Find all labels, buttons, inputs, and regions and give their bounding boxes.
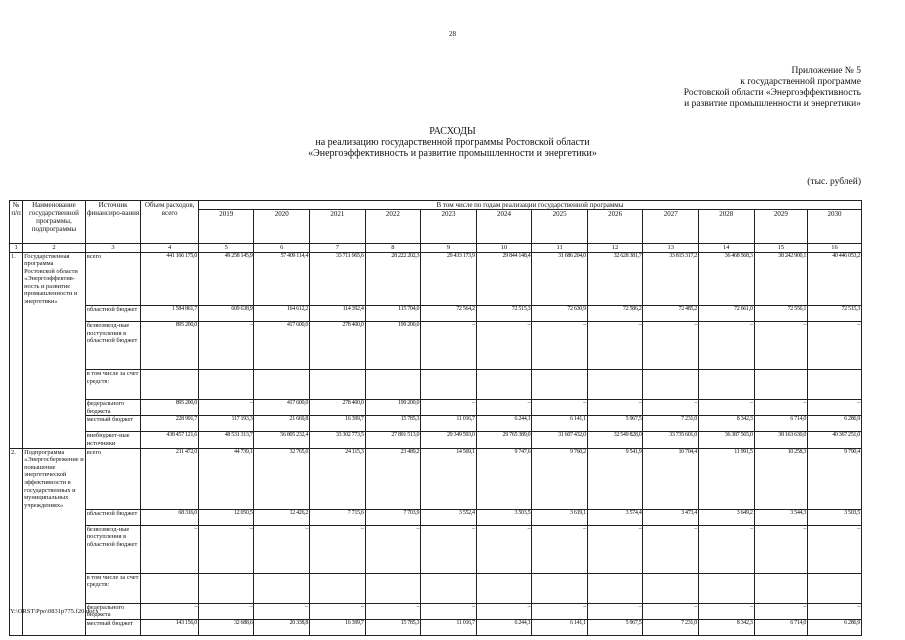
year-value: 3 473,4 [643, 509, 699, 525]
column-number: 11 [532, 244, 588, 253]
year-value: 72 556,1 [754, 306, 808, 322]
year-value: – [698, 603, 754, 619]
year-value [587, 370, 643, 400]
year-value: 6 244,1 [476, 619, 532, 635]
appendix-line: Приложение № 5 [791, 66, 861, 76]
column-number: 14 [698, 244, 754, 253]
year-value: 6 286,9 [808, 416, 862, 432]
year-value: 36 387 565,0 [698, 432, 754, 448]
funding-source: местный бюджет [85, 416, 141, 432]
year-value: 114 392,4 [310, 306, 366, 322]
year-value: 15 785,3 [365, 619, 421, 635]
year-value: – [254, 525, 310, 573]
year-value: 115 704,0 [365, 306, 421, 322]
year-value [310, 370, 366, 400]
year-value: – [643, 322, 699, 370]
year-value: 31 607 432,0 [532, 432, 588, 448]
year-value: 9 760,2 [532, 448, 588, 509]
total-value: 895 200,0 [141, 400, 199, 416]
title-line: РАСХОДЫ [429, 126, 476, 137]
table-row [10, 252, 862, 306]
year-value: 24 115,3 [310, 448, 366, 509]
year-value: 20 338,8 [254, 619, 310, 635]
year-value: 56 805 232,4 [254, 432, 310, 448]
year-value [476, 370, 532, 400]
year-value: 3 574,4 [587, 509, 643, 525]
year-value [421, 573, 477, 603]
row-number: 1. [10, 252, 23, 306]
header-year: 2029 [754, 210, 808, 244]
total-value: – [141, 525, 199, 573]
year-value: 7 703,9 [365, 509, 421, 525]
year-value: 3 503,5 [476, 509, 532, 525]
column-number: 13 [643, 244, 699, 253]
year-value: 14 569,1 [421, 448, 477, 509]
program-name-cont [23, 416, 86, 432]
funding-source: безвозмезд-ные поступления в областной бюджет [85, 322, 141, 370]
row-number-cont [10, 573, 23, 603]
program-name-cont [23, 619, 86, 635]
program-name: Подпрограмма «Энергосбережение и повышение энергетической эффективности в государственных и муниципальных учреждениях» [24, 448, 84, 509]
year-value: 417 600,0 [254, 400, 310, 416]
total-value: 228 991,7 [141, 416, 199, 432]
year-value: 199 200,0 [365, 400, 421, 416]
program-name: Государственная программа Ростовской области «Энергоэффектив-ность и развитие промышленности и энергетики» [23, 252, 86, 306]
row-number-cont [10, 322, 23, 370]
total-value: 143 156,0 [141, 619, 199, 635]
year-value: 40 367 251,0 [808, 432, 862, 448]
year-value [421, 370, 477, 400]
row-number-cont [10, 619, 23, 635]
table-row [10, 432, 862, 448]
year-value: 48 531 313,7 [198, 432, 254, 448]
program-name-cont [23, 400, 86, 416]
year-value: 7 231,0 [643, 619, 699, 635]
table-row [10, 306, 862, 322]
page-number: 28 [449, 30, 456, 38]
year-value: 29 433 173,9 [421, 252, 477, 306]
year-value: 72 515,3 [808, 306, 862, 322]
year-value [643, 370, 699, 400]
year-value: 9 747,6 [476, 448, 532, 509]
year-value: 40 446 053,2 [808, 252, 862, 306]
year-value: 11 016,7 [421, 416, 477, 432]
year-value: 72 661,0 [698, 306, 754, 322]
year-value [808, 573, 862, 603]
column-number: 8 [365, 244, 421, 253]
column-number: 3 [85, 244, 141, 253]
total-value: 895 200,0 [141, 322, 199, 370]
year-value [532, 573, 588, 603]
program-name-cont [23, 573, 86, 603]
year-value: 164 612,2 [254, 306, 310, 322]
year-value: 6 714,0 [754, 416, 808, 432]
year-value: 7 715,6 [310, 509, 366, 525]
year-value: – [643, 400, 699, 416]
year-value [476, 573, 532, 603]
year-value: – [808, 322, 862, 370]
year-value: 11 991,5 [698, 448, 754, 509]
appendix-line: и развитие промышленности и энергетики» [684, 99, 861, 109]
header-year: 2019 [198, 210, 254, 244]
year-value: – [198, 603, 254, 619]
year-value: 49 258 145,9 [198, 252, 254, 306]
row-number-cont [10, 306, 23, 322]
year-value: 417 600,0 [254, 322, 310, 370]
row-number-cont [10, 432, 23, 448]
total-value [141, 573, 199, 603]
column-number: 1 [10, 244, 23, 253]
table-row [10, 448, 862, 509]
total-value: 441 166 175,0 [141, 252, 199, 306]
year-value: 12 050,5 [198, 509, 254, 525]
table-row [10, 525, 862, 573]
year-value: 38 163 630,0 [754, 432, 808, 448]
year-value: 3 552,4 [421, 509, 477, 525]
year-value: – [808, 400, 862, 416]
year-value: 57 409 114,4 [254, 252, 310, 306]
year-value: 29 349 593,0 [421, 432, 477, 448]
program-name-cont [23, 509, 86, 525]
year-value: – [476, 525, 532, 573]
header-source: Источник финансиро-вания [85, 201, 141, 244]
year-value: 3 544,3 [754, 509, 808, 525]
year-value: 5 967,5 [587, 619, 643, 635]
year-value: – [421, 400, 477, 416]
year-value: 23 489,2 [365, 448, 421, 509]
units-label: (тыс. рублей) [807, 177, 861, 187]
year-value [587, 573, 643, 603]
header-year: 2030 [808, 210, 862, 244]
year-value: – [310, 525, 366, 573]
year-value: 33 815 317,2 [643, 252, 699, 306]
appendix-line: к государственной программе [740, 77, 861, 87]
program-name-cont [23, 322, 86, 370]
year-value: 6 714,0 [754, 619, 808, 635]
year-value [198, 370, 254, 400]
year-value: – [698, 400, 754, 416]
funding-source: областной бюджет [85, 509, 141, 525]
year-value: 72 485,2 [643, 306, 699, 322]
title-line: «Энергоэффективность и развитие промышленности и энергетики» [308, 148, 597, 159]
year-value: – [643, 525, 699, 573]
header-year: 2028 [698, 210, 754, 244]
year-value: 38 242 900,1 [754, 252, 808, 306]
year-value: – [254, 603, 310, 619]
year-value: 15 785,3 [365, 416, 421, 432]
year-value [698, 370, 754, 400]
year-value: 28 222 202,3 [365, 252, 421, 306]
year-value [643, 573, 699, 603]
year-value [198, 573, 254, 603]
footer-file-path: Y:\ORST\Ppo\0831p775.f20.docx [10, 608, 99, 615]
year-value [532, 370, 588, 400]
year-value: 32 628 381,7 [587, 252, 643, 306]
row-number-cont [10, 400, 23, 416]
total-value [141, 370, 199, 400]
column-number: 9 [421, 244, 477, 253]
year-value: 8 342,3 [698, 416, 754, 432]
year-value: 29 765 389,0 [476, 432, 532, 448]
year-value: 8 342,3 [698, 619, 754, 635]
header-year: 2027 [643, 210, 699, 244]
header-year: 2021 [310, 210, 366, 244]
year-value: 609 638,9 [198, 306, 254, 322]
funding-source: внебюджет-ные источники [85, 432, 141, 448]
year-value: 32 688,6 [198, 619, 254, 635]
row-number-cont [10, 416, 23, 432]
year-value: 6 286,9 [808, 619, 862, 635]
funding-source: федерального бюджета [85, 400, 141, 416]
column-number: 5 [198, 244, 254, 253]
year-value: 72 564,2 [421, 306, 477, 322]
year-value [365, 573, 421, 603]
year-value: 11 016,7 [421, 619, 477, 635]
year-value [754, 370, 808, 400]
year-value: 9 790,4 [808, 448, 862, 509]
year-value: 3 619,1 [532, 509, 588, 525]
table-row [10, 370, 862, 400]
year-value [698, 573, 754, 603]
year-value: – [532, 322, 588, 370]
year-value: – [421, 525, 477, 573]
year-value [808, 370, 862, 400]
year-value: 32 765,0 [254, 448, 310, 509]
year-value: – [754, 525, 808, 573]
expenses-table [9, 200, 862, 636]
year-value: 6 141,1 [532, 619, 588, 635]
year-value: 29 844 148,4 [476, 252, 532, 306]
year-value [310, 573, 366, 603]
year-value: 6 141,1 [532, 416, 588, 432]
total-value: 211 472,0 [141, 448, 199, 509]
column-number: 16 [808, 244, 862, 253]
table-row [10, 322, 862, 370]
year-value: – [587, 322, 643, 370]
year-value: – [198, 525, 254, 573]
column-number: 7 [310, 244, 366, 253]
year-value: – [698, 322, 754, 370]
year-value: – [198, 400, 254, 416]
table-row [10, 509, 862, 525]
year-value: 72 586,2 [587, 306, 643, 322]
total-value: 68 316,0 [141, 509, 199, 525]
year-value: – [421, 322, 477, 370]
year-value: – [808, 525, 862, 573]
year-value: – [198, 322, 254, 370]
year-value: – [476, 322, 532, 370]
year-value [365, 370, 421, 400]
title-line: на реализацию государственной программы Ростовской области [315, 137, 590, 148]
year-value: – [587, 603, 643, 619]
year-value: 72 630,9 [532, 306, 588, 322]
year-value [254, 573, 310, 603]
total-value: – [141, 603, 199, 619]
year-value: 6 244,1 [476, 416, 532, 432]
year-value [254, 370, 310, 400]
year-value: – [754, 603, 808, 619]
appendix-line: Ростовской области «Энергоэффективность [683, 88, 861, 98]
row-number-cont [10, 370, 23, 400]
header-years-group: В том числе по годам реализации государственной программы [198, 201, 861, 210]
header-year: 2026 [587, 210, 643, 244]
row-number: 2. [10, 448, 23, 509]
year-value: 199 200,0 [365, 322, 421, 370]
year-value: 27 891 513,0 [365, 432, 421, 448]
year-value: – [587, 525, 643, 573]
header-year: 2025 [532, 210, 588, 244]
program-name-cont [23, 525, 86, 573]
year-value: 10 704,4 [643, 448, 699, 509]
table-row [10, 603, 862, 619]
header-volume: Объем расходов, всего [141, 201, 199, 244]
year-value: – [476, 603, 532, 619]
year-value: 33 302 773,5 [310, 432, 366, 448]
year-value: 12 426,2 [254, 509, 310, 525]
funding-source: областной бюджет [85, 306, 141, 322]
program-name-cont [23, 306, 86, 322]
table-row [10, 400, 862, 416]
year-value: – [365, 603, 421, 619]
year-value: – [754, 322, 808, 370]
column-number: 12 [587, 244, 643, 253]
funding-source: местный бюджет [85, 619, 141, 635]
year-value [754, 573, 808, 603]
year-value: 33 735 601,0 [643, 432, 699, 448]
year-value: – [698, 525, 754, 573]
year-value: 10 258,3 [754, 448, 808, 509]
year-value: – [365, 525, 421, 573]
year-value: 5 967,5 [587, 416, 643, 432]
year-value: 278 400,0 [310, 400, 366, 416]
funding-source: в том числе за счет средств: [85, 370, 141, 400]
funding-source: всего [85, 448, 141, 509]
year-value: 9 541,9 [587, 448, 643, 509]
row-number-cont [10, 509, 23, 525]
funding-source: всего [85, 252, 141, 306]
year-value: – [532, 400, 588, 416]
year-value: – [476, 400, 532, 416]
year-value: – [421, 603, 477, 619]
column-number: 10 [476, 244, 532, 253]
year-value: 36 468 568,3 [698, 252, 754, 306]
header-year: 2023 [421, 210, 477, 244]
header-year: 2020 [254, 210, 310, 244]
header-year: 2022 [365, 210, 421, 244]
year-value: 3 649,2 [698, 509, 754, 525]
column-number: 15 [754, 244, 808, 253]
total-value: 438 457 121,6 [141, 432, 199, 448]
row-number-cont [10, 525, 23, 573]
funding-source: безвозмезд-ные поступления в областной бюджет [85, 525, 141, 573]
year-value: – [532, 525, 588, 573]
funding-source: в том числе за счет средств: [85, 573, 141, 603]
year-value: 31 686 204,0 [532, 252, 588, 306]
year-value: 21 669,8 [254, 416, 310, 432]
year-value: 16 399,7 [310, 619, 366, 635]
document-title [0, 126, 905, 159]
column-number: 4 [141, 244, 199, 253]
header-name: Наименование государственной программы, подпрограммы [23, 201, 86, 244]
year-value: – [643, 603, 699, 619]
program-name-cont [23, 432, 86, 448]
header-year: 2024 [476, 210, 532, 244]
year-value: 278 400,0 [310, 322, 366, 370]
year-value: 3 503,5 [808, 509, 862, 525]
year-value: 16 399,7 [310, 416, 366, 432]
year-value: – [532, 603, 588, 619]
year-value: – [754, 400, 808, 416]
year-value: 44 739,1 [198, 448, 254, 509]
year-value: 32 549 828,0 [587, 432, 643, 448]
table-row [10, 619, 862, 635]
table-row [10, 416, 862, 432]
appendix-caption [601, 66, 861, 110]
year-value: 72 515,3 [476, 306, 532, 322]
year-value: 33 711 965,6 [310, 252, 366, 306]
year-value: 117 193,3 [198, 416, 254, 432]
year-value: – [310, 603, 366, 619]
year-value: – [808, 603, 862, 619]
column-number: 2 [23, 244, 86, 253]
column-number: 6 [254, 244, 310, 253]
funding-source: федерального бюджета [85, 603, 141, 619]
table-row [10, 573, 862, 603]
year-value: 7 231,0 [643, 416, 699, 432]
program-name-cont [23, 370, 86, 400]
year-value: – [587, 400, 643, 416]
total-value: 1 584 861,7 [141, 306, 199, 322]
header-num: № п/п [10, 201, 23, 244]
